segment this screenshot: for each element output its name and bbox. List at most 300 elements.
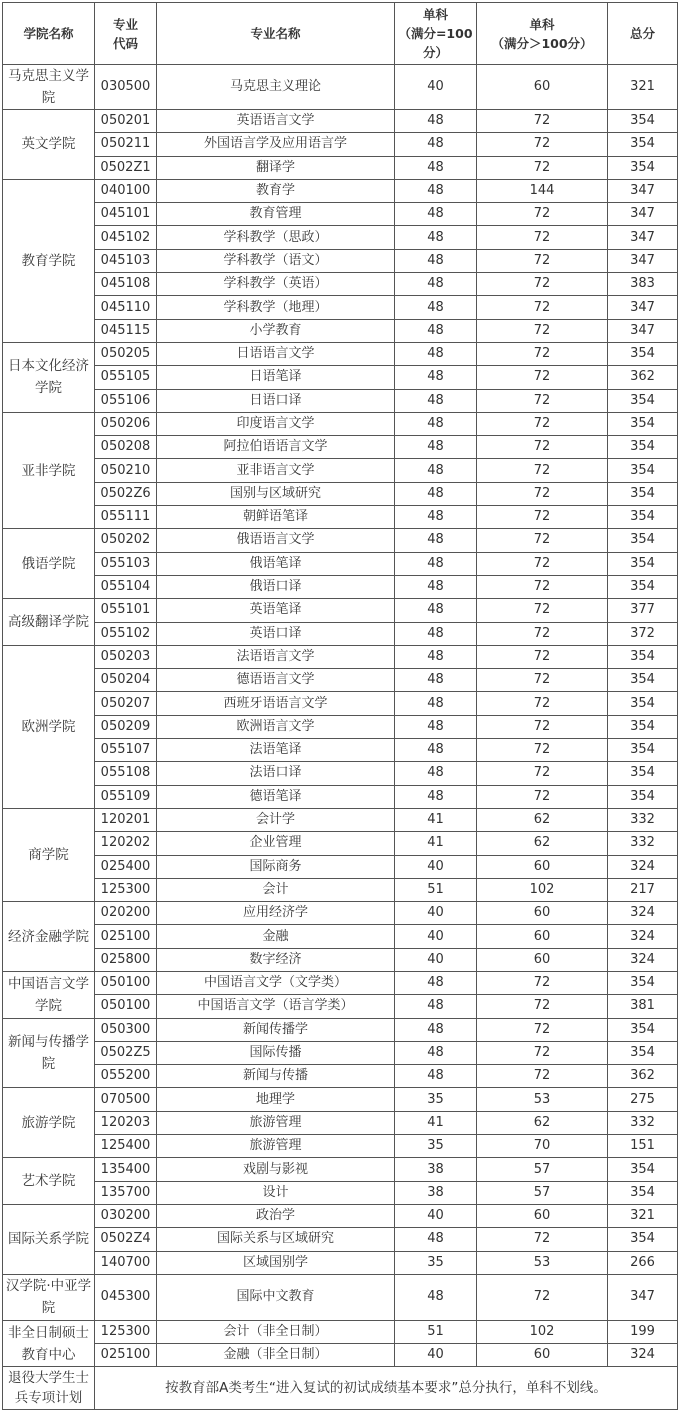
footer-row xyxy=(3,1367,678,1410)
major-cell: 俄语口译 xyxy=(157,575,395,598)
total-cell: 354 xyxy=(608,762,678,785)
total-cell: 354 xyxy=(608,645,678,668)
major-cell: 翻译学 xyxy=(157,156,395,179)
single-over-cell: 60 xyxy=(477,925,608,948)
single100-cell: 40 xyxy=(395,902,477,925)
single100-cell: 48 xyxy=(395,1041,477,1064)
code-cell: 0502Z6 xyxy=(95,482,157,505)
table-row xyxy=(3,459,678,482)
code-cell: 050208 xyxy=(95,436,157,459)
college-name-cell: 商学院 xyxy=(3,808,95,901)
table-row xyxy=(3,319,678,342)
total-cell: 354 xyxy=(608,669,678,692)
table-row xyxy=(3,1088,678,1111)
total-cell: 354 xyxy=(608,156,678,179)
single-over-cell: 70 xyxy=(477,1135,608,1158)
single-over-cell: 72 xyxy=(477,529,608,552)
code-cell: 125300 xyxy=(95,878,157,901)
single100-cell: 40 xyxy=(395,948,477,971)
table-row xyxy=(3,389,678,412)
code-cell: 025400 xyxy=(95,855,157,878)
table-row xyxy=(3,785,678,808)
header-row xyxy=(3,3,678,65)
major-cell: 会计 xyxy=(157,878,395,901)
single-over-cell: 72 xyxy=(477,133,608,156)
single-over-cell: 72 xyxy=(477,203,608,226)
major-cell: 学科教学（地理） xyxy=(157,296,395,319)
table-row xyxy=(3,762,678,785)
table-row xyxy=(3,552,678,575)
single100-cell: 48 xyxy=(395,1018,477,1041)
major-cell: 中国语言文学（语言学类） xyxy=(157,995,395,1018)
header-single-100-text: 单科 （满分=100 分） xyxy=(398,7,473,60)
major-cell: 外国语言学及应用语言学 xyxy=(157,133,395,156)
total-cell: 354 xyxy=(608,552,678,575)
table-row xyxy=(3,296,678,319)
table-row xyxy=(3,226,678,249)
major-cell: 戏剧与影视 xyxy=(157,1158,395,1181)
total-cell: 354 xyxy=(608,133,678,156)
table-row xyxy=(3,995,678,1018)
table-row xyxy=(3,1344,678,1367)
code-cell: 055111 xyxy=(95,506,157,529)
total-cell: 324 xyxy=(608,855,678,878)
major-cell: 学科教学（英语） xyxy=(157,273,395,296)
table-row xyxy=(3,1018,678,1041)
major-cell: 教育管理 xyxy=(157,203,395,226)
single100-cell: 48 xyxy=(395,366,477,389)
college-name-cell: 非全日制硕士教育中心 xyxy=(3,1320,95,1367)
code-cell: 055103 xyxy=(95,552,157,575)
total-cell: 372 xyxy=(608,622,678,645)
major-cell: 国际关系与区域研究 xyxy=(157,1228,395,1251)
major-cell: 印度语言文学 xyxy=(157,412,395,435)
single100-cell: 48 xyxy=(395,342,477,365)
college-name-cell: 亚非学院 xyxy=(3,412,95,528)
major-cell: 教育学 xyxy=(157,179,395,202)
total-cell: 377 xyxy=(608,599,678,622)
code-cell: 025800 xyxy=(95,948,157,971)
major-cell: 应用经济学 xyxy=(157,902,395,925)
major-cell: 国际传播 xyxy=(157,1041,395,1064)
code-cell: 050203 xyxy=(95,645,157,668)
table-row xyxy=(3,273,678,296)
single100-cell: 38 xyxy=(395,1181,477,1204)
single-over-cell: 102 xyxy=(477,1320,608,1343)
single-over-cell: 72 xyxy=(477,715,608,738)
table-row xyxy=(3,739,678,762)
college-name-cell: 汉学院·中亚学院 xyxy=(3,1274,95,1320)
code-cell: 135400 xyxy=(95,1158,157,1181)
single100-cell: 48 xyxy=(395,156,477,179)
single-over-cell: 60 xyxy=(477,1204,608,1227)
major-cell: 马克思主义理论 xyxy=(157,65,395,110)
single-over-cell: 57 xyxy=(477,1158,608,1181)
table-row xyxy=(3,599,678,622)
college-name-cell: 欧洲学院 xyxy=(3,645,95,808)
table-row xyxy=(3,855,678,878)
code-cell: 030500 xyxy=(95,65,157,110)
single100-cell: 48 xyxy=(395,599,477,622)
table-row xyxy=(3,575,678,598)
code-cell: 050202 xyxy=(95,529,157,552)
major-cell: 阿拉伯语语言文学 xyxy=(157,436,395,459)
table-body xyxy=(3,65,678,1367)
total-cell: 354 xyxy=(608,1181,678,1204)
single-over-cell: 72 xyxy=(477,1018,608,1041)
code-cell: 135700 xyxy=(95,1181,157,1204)
single-over-cell: 62 xyxy=(477,808,608,831)
footer-note: 按教育部A类考生“进入复试的初试成绩基本要求”总分执行，单科不划线。 xyxy=(95,1367,678,1410)
single-over-cell: 72 xyxy=(477,739,608,762)
header-college: 学院名称 xyxy=(3,3,95,65)
code-cell: 055108 xyxy=(95,762,157,785)
total-cell: 362 xyxy=(608,1065,678,1088)
table-row xyxy=(3,645,678,668)
total-cell: 354 xyxy=(608,459,678,482)
total-cell: 275 xyxy=(608,1088,678,1111)
code-cell: 050201 xyxy=(95,110,157,133)
single100-cell: 48 xyxy=(395,412,477,435)
single-over-cell: 72 xyxy=(477,692,608,715)
major-cell: 德语笔译 xyxy=(157,785,395,808)
table-row xyxy=(3,832,678,855)
single-over-cell: 72 xyxy=(477,552,608,575)
college-name-cell: 艺术学院 xyxy=(3,1158,95,1205)
code-cell: 0502Z1 xyxy=(95,156,157,179)
table-row xyxy=(3,1274,678,1320)
single100-cell: 51 xyxy=(395,878,477,901)
college-name-cell: 英文学院 xyxy=(3,110,95,180)
single100-cell: 40 xyxy=(395,65,477,110)
single-over-cell: 72 xyxy=(477,506,608,529)
single-over-cell: 62 xyxy=(477,1111,608,1134)
single100-cell: 48 xyxy=(395,1065,477,1088)
code-cell: 050300 xyxy=(95,1018,157,1041)
single-over-cell: 72 xyxy=(477,1274,608,1320)
single100-cell: 48 xyxy=(395,1274,477,1320)
code-cell: 050207 xyxy=(95,692,157,715)
total-cell: 354 xyxy=(608,110,678,133)
major-cell: 英语口译 xyxy=(157,622,395,645)
table-row xyxy=(3,971,678,994)
single100-cell: 48 xyxy=(395,995,477,1018)
total-cell: 321 xyxy=(608,1204,678,1227)
major-cell: 学科教学（语文） xyxy=(157,249,395,272)
table-row xyxy=(3,203,678,226)
total-cell: 347 xyxy=(608,203,678,226)
total-cell: 217 xyxy=(608,878,678,901)
college-name-cell: 中国语言文学学院 xyxy=(3,971,95,1018)
major-cell: 旅游管理 xyxy=(157,1135,395,1158)
single100-cell: 38 xyxy=(395,1158,477,1181)
single-over-cell: 72 xyxy=(477,249,608,272)
code-cell: 045110 xyxy=(95,296,157,319)
table-row xyxy=(3,1204,678,1227)
header-single-100 xyxy=(395,3,477,65)
single100-cell: 48 xyxy=(395,669,477,692)
major-cell: 区域国别学 xyxy=(157,1251,395,1274)
code-cell: 025100 xyxy=(95,925,157,948)
single100-cell: 48 xyxy=(395,203,477,226)
single-over-cell: 72 xyxy=(477,599,608,622)
total-cell: 354 xyxy=(608,1228,678,1251)
major-cell: 会计（非全日制） xyxy=(157,1320,395,1343)
table-row xyxy=(3,65,678,110)
single100-cell: 48 xyxy=(395,645,477,668)
code-cell: 140700 xyxy=(95,1251,157,1274)
table-row xyxy=(3,436,678,459)
table-row xyxy=(3,342,678,365)
single100-cell: 48 xyxy=(395,622,477,645)
total-cell: 354 xyxy=(608,692,678,715)
major-cell: 企业管理 xyxy=(157,832,395,855)
single100-cell: 40 xyxy=(395,1204,477,1227)
college-name-cell: 教育学院 xyxy=(3,179,95,342)
major-cell: 欧洲语言文学 xyxy=(157,715,395,738)
table-row xyxy=(3,1320,678,1343)
code-cell: 050100 xyxy=(95,971,157,994)
single-over-cell: 72 xyxy=(477,1065,608,1088)
single-over-cell: 72 xyxy=(477,110,608,133)
table-row xyxy=(3,529,678,552)
single100-cell: 48 xyxy=(395,273,477,296)
single100-cell: 48 xyxy=(395,389,477,412)
code-cell: 055104 xyxy=(95,575,157,598)
major-cell: 金融（非全日制） xyxy=(157,1344,395,1367)
code-cell: 045103 xyxy=(95,249,157,272)
college-name-cell: 经济金融学院 xyxy=(3,902,95,972)
total-cell: 354 xyxy=(608,739,678,762)
code-cell: 055105 xyxy=(95,366,157,389)
single-over-cell: 60 xyxy=(477,948,608,971)
major-cell: 朝鲜语笔译 xyxy=(157,506,395,529)
code-cell: 020200 xyxy=(95,902,157,925)
total-cell: 347 xyxy=(608,296,678,319)
single-over-cell: 72 xyxy=(477,622,608,645)
table-row xyxy=(3,156,678,179)
single100-cell: 48 xyxy=(395,552,477,575)
major-cell: 英语语言文学 xyxy=(157,110,395,133)
table-row xyxy=(3,482,678,505)
total-cell: 347 xyxy=(608,1274,678,1320)
single100-cell: 48 xyxy=(395,971,477,994)
total-cell: 354 xyxy=(608,412,678,435)
header-total: 总分 xyxy=(608,3,678,65)
table-row xyxy=(3,878,678,901)
single100-cell: 48 xyxy=(395,575,477,598)
single-over-cell: 72 xyxy=(477,762,608,785)
single-over-cell: 72 xyxy=(477,156,608,179)
single-over-cell: 72 xyxy=(477,273,608,296)
score-table xyxy=(2,2,678,1410)
total-cell: 354 xyxy=(608,1158,678,1181)
table-row xyxy=(3,179,678,202)
table-row xyxy=(3,133,678,156)
single-over-cell: 60 xyxy=(477,1344,608,1367)
single-over-cell: 60 xyxy=(477,902,608,925)
table-row xyxy=(3,1135,678,1158)
code-cell: 045108 xyxy=(95,273,157,296)
table-row xyxy=(3,669,678,692)
single-over-cell: 144 xyxy=(477,179,608,202)
table-row xyxy=(3,1111,678,1134)
total-cell: 354 xyxy=(608,389,678,412)
single100-cell: 35 xyxy=(395,1135,477,1158)
total-cell: 381 xyxy=(608,995,678,1018)
total-cell: 354 xyxy=(608,1041,678,1064)
total-cell: 354 xyxy=(608,1018,678,1041)
major-cell: 日语语言文学 xyxy=(157,342,395,365)
single-over-cell: 60 xyxy=(477,855,608,878)
single100-cell: 48 xyxy=(395,459,477,482)
code-cell: 120202 xyxy=(95,832,157,855)
table-row xyxy=(3,366,678,389)
single100-cell: 48 xyxy=(395,296,477,319)
code-cell: 050211 xyxy=(95,133,157,156)
major-cell: 亚非语言文学 xyxy=(157,459,395,482)
major-cell: 数字经济 xyxy=(157,948,395,971)
table-row xyxy=(3,948,678,971)
major-cell: 设计 xyxy=(157,1181,395,1204)
code-cell: 050204 xyxy=(95,669,157,692)
total-cell: 347 xyxy=(608,226,678,249)
single100-cell: 48 xyxy=(395,529,477,552)
total-cell: 354 xyxy=(608,482,678,505)
single-over-cell: 72 xyxy=(477,389,608,412)
table-row xyxy=(3,1228,678,1251)
major-cell: 中国语言文学（文学类） xyxy=(157,971,395,994)
code-cell: 055107 xyxy=(95,739,157,762)
major-cell: 学科教学（思政） xyxy=(157,226,395,249)
code-cell: 0502Z5 xyxy=(95,1041,157,1064)
single-over-cell: 72 xyxy=(477,995,608,1018)
single100-cell: 48 xyxy=(395,762,477,785)
single-over-cell: 72 xyxy=(477,575,608,598)
table-row xyxy=(3,412,678,435)
total-cell: 347 xyxy=(608,249,678,272)
single-over-cell: 72 xyxy=(477,412,608,435)
total-cell: 354 xyxy=(608,506,678,529)
code-cell: 045115 xyxy=(95,319,157,342)
table-row xyxy=(3,808,678,831)
major-cell: 德语语言文学 xyxy=(157,669,395,692)
single-over-cell: 102 xyxy=(477,878,608,901)
single-over-cell: 72 xyxy=(477,482,608,505)
single100-cell: 41 xyxy=(395,1111,477,1134)
single100-cell: 48 xyxy=(395,226,477,249)
single100-cell: 48 xyxy=(395,436,477,459)
total-cell: 321 xyxy=(608,65,678,110)
code-cell: 050209 xyxy=(95,715,157,738)
table-row xyxy=(3,692,678,715)
major-cell: 小学教育 xyxy=(157,319,395,342)
major-cell: 会计学 xyxy=(157,808,395,831)
total-cell: 354 xyxy=(608,529,678,552)
code-cell: 120203 xyxy=(95,1111,157,1134)
single100-cell: 48 xyxy=(395,785,477,808)
single100-cell: 40 xyxy=(395,855,477,878)
single100-cell: 48 xyxy=(395,179,477,202)
code-cell: 040100 xyxy=(95,179,157,202)
major-cell: 法语笔译 xyxy=(157,739,395,762)
college-name-cell: 国际关系学院 xyxy=(3,1204,95,1274)
table-row xyxy=(3,715,678,738)
total-cell: 324 xyxy=(608,902,678,925)
major-cell: 俄语语言文学 xyxy=(157,529,395,552)
single100-cell: 48 xyxy=(395,715,477,738)
code-cell: 050206 xyxy=(95,412,157,435)
single100-cell: 48 xyxy=(395,1228,477,1251)
single100-cell: 41 xyxy=(395,808,477,831)
single-over-cell: 72 xyxy=(477,319,608,342)
code-cell: 025100 xyxy=(95,1344,157,1367)
code-cell: 045101 xyxy=(95,203,157,226)
single100-cell: 48 xyxy=(395,739,477,762)
code-cell: 120201 xyxy=(95,808,157,831)
total-cell: 354 xyxy=(608,715,678,738)
table-row xyxy=(3,1041,678,1064)
single100-cell: 40 xyxy=(395,1344,477,1367)
single100-cell: 48 xyxy=(395,482,477,505)
single-over-cell: 72 xyxy=(477,669,608,692)
single-over-cell: 72 xyxy=(477,366,608,389)
code-cell: 125300 xyxy=(95,1320,157,1343)
total-cell: 362 xyxy=(608,366,678,389)
code-cell: 030200 xyxy=(95,1204,157,1227)
single-over-cell: 57 xyxy=(477,1181,608,1204)
single100-cell: 48 xyxy=(395,692,477,715)
major-cell: 日语口译 xyxy=(157,389,395,412)
single100-cell: 48 xyxy=(395,133,477,156)
single-over-cell: 72 xyxy=(477,342,608,365)
code-cell: 125400 xyxy=(95,1135,157,1158)
total-cell: 332 xyxy=(608,808,678,831)
college-name-cell: 日本文化经济学院 xyxy=(3,342,95,412)
single-over-cell: 72 xyxy=(477,1041,608,1064)
header-major: 专业名称 xyxy=(157,3,395,65)
table-row xyxy=(3,622,678,645)
total-cell: 354 xyxy=(608,971,678,994)
single-over-cell: 72 xyxy=(477,645,608,668)
code-cell: 055101 xyxy=(95,599,157,622)
code-cell: 055109 xyxy=(95,785,157,808)
major-cell: 西班牙语语言文学 xyxy=(157,692,395,715)
total-cell: 324 xyxy=(608,948,678,971)
table-row xyxy=(3,1251,678,1274)
single-over-cell: 72 xyxy=(477,1228,608,1251)
total-cell: 266 xyxy=(608,1251,678,1274)
major-cell: 金融 xyxy=(157,925,395,948)
code-cell: 055102 xyxy=(95,622,157,645)
table-row xyxy=(3,1065,678,1088)
total-cell: 199 xyxy=(608,1320,678,1343)
major-cell: 政治学 xyxy=(157,1204,395,1227)
college-name-cell: 马克思主义学院 xyxy=(3,65,95,110)
total-cell: 324 xyxy=(608,925,678,948)
table-row xyxy=(3,110,678,133)
header-code xyxy=(95,3,157,65)
total-cell: 332 xyxy=(608,1111,678,1134)
single-over-cell: 60 xyxy=(477,65,608,110)
single-over-cell: 72 xyxy=(477,296,608,319)
college-name-cell: 高级翻译学院 xyxy=(3,599,95,646)
single-over-cell: 53 xyxy=(477,1088,608,1111)
table-row xyxy=(3,1181,678,1204)
total-cell: 354 xyxy=(608,575,678,598)
code-cell: 045102 xyxy=(95,226,157,249)
single-over-cell: 62 xyxy=(477,832,608,855)
